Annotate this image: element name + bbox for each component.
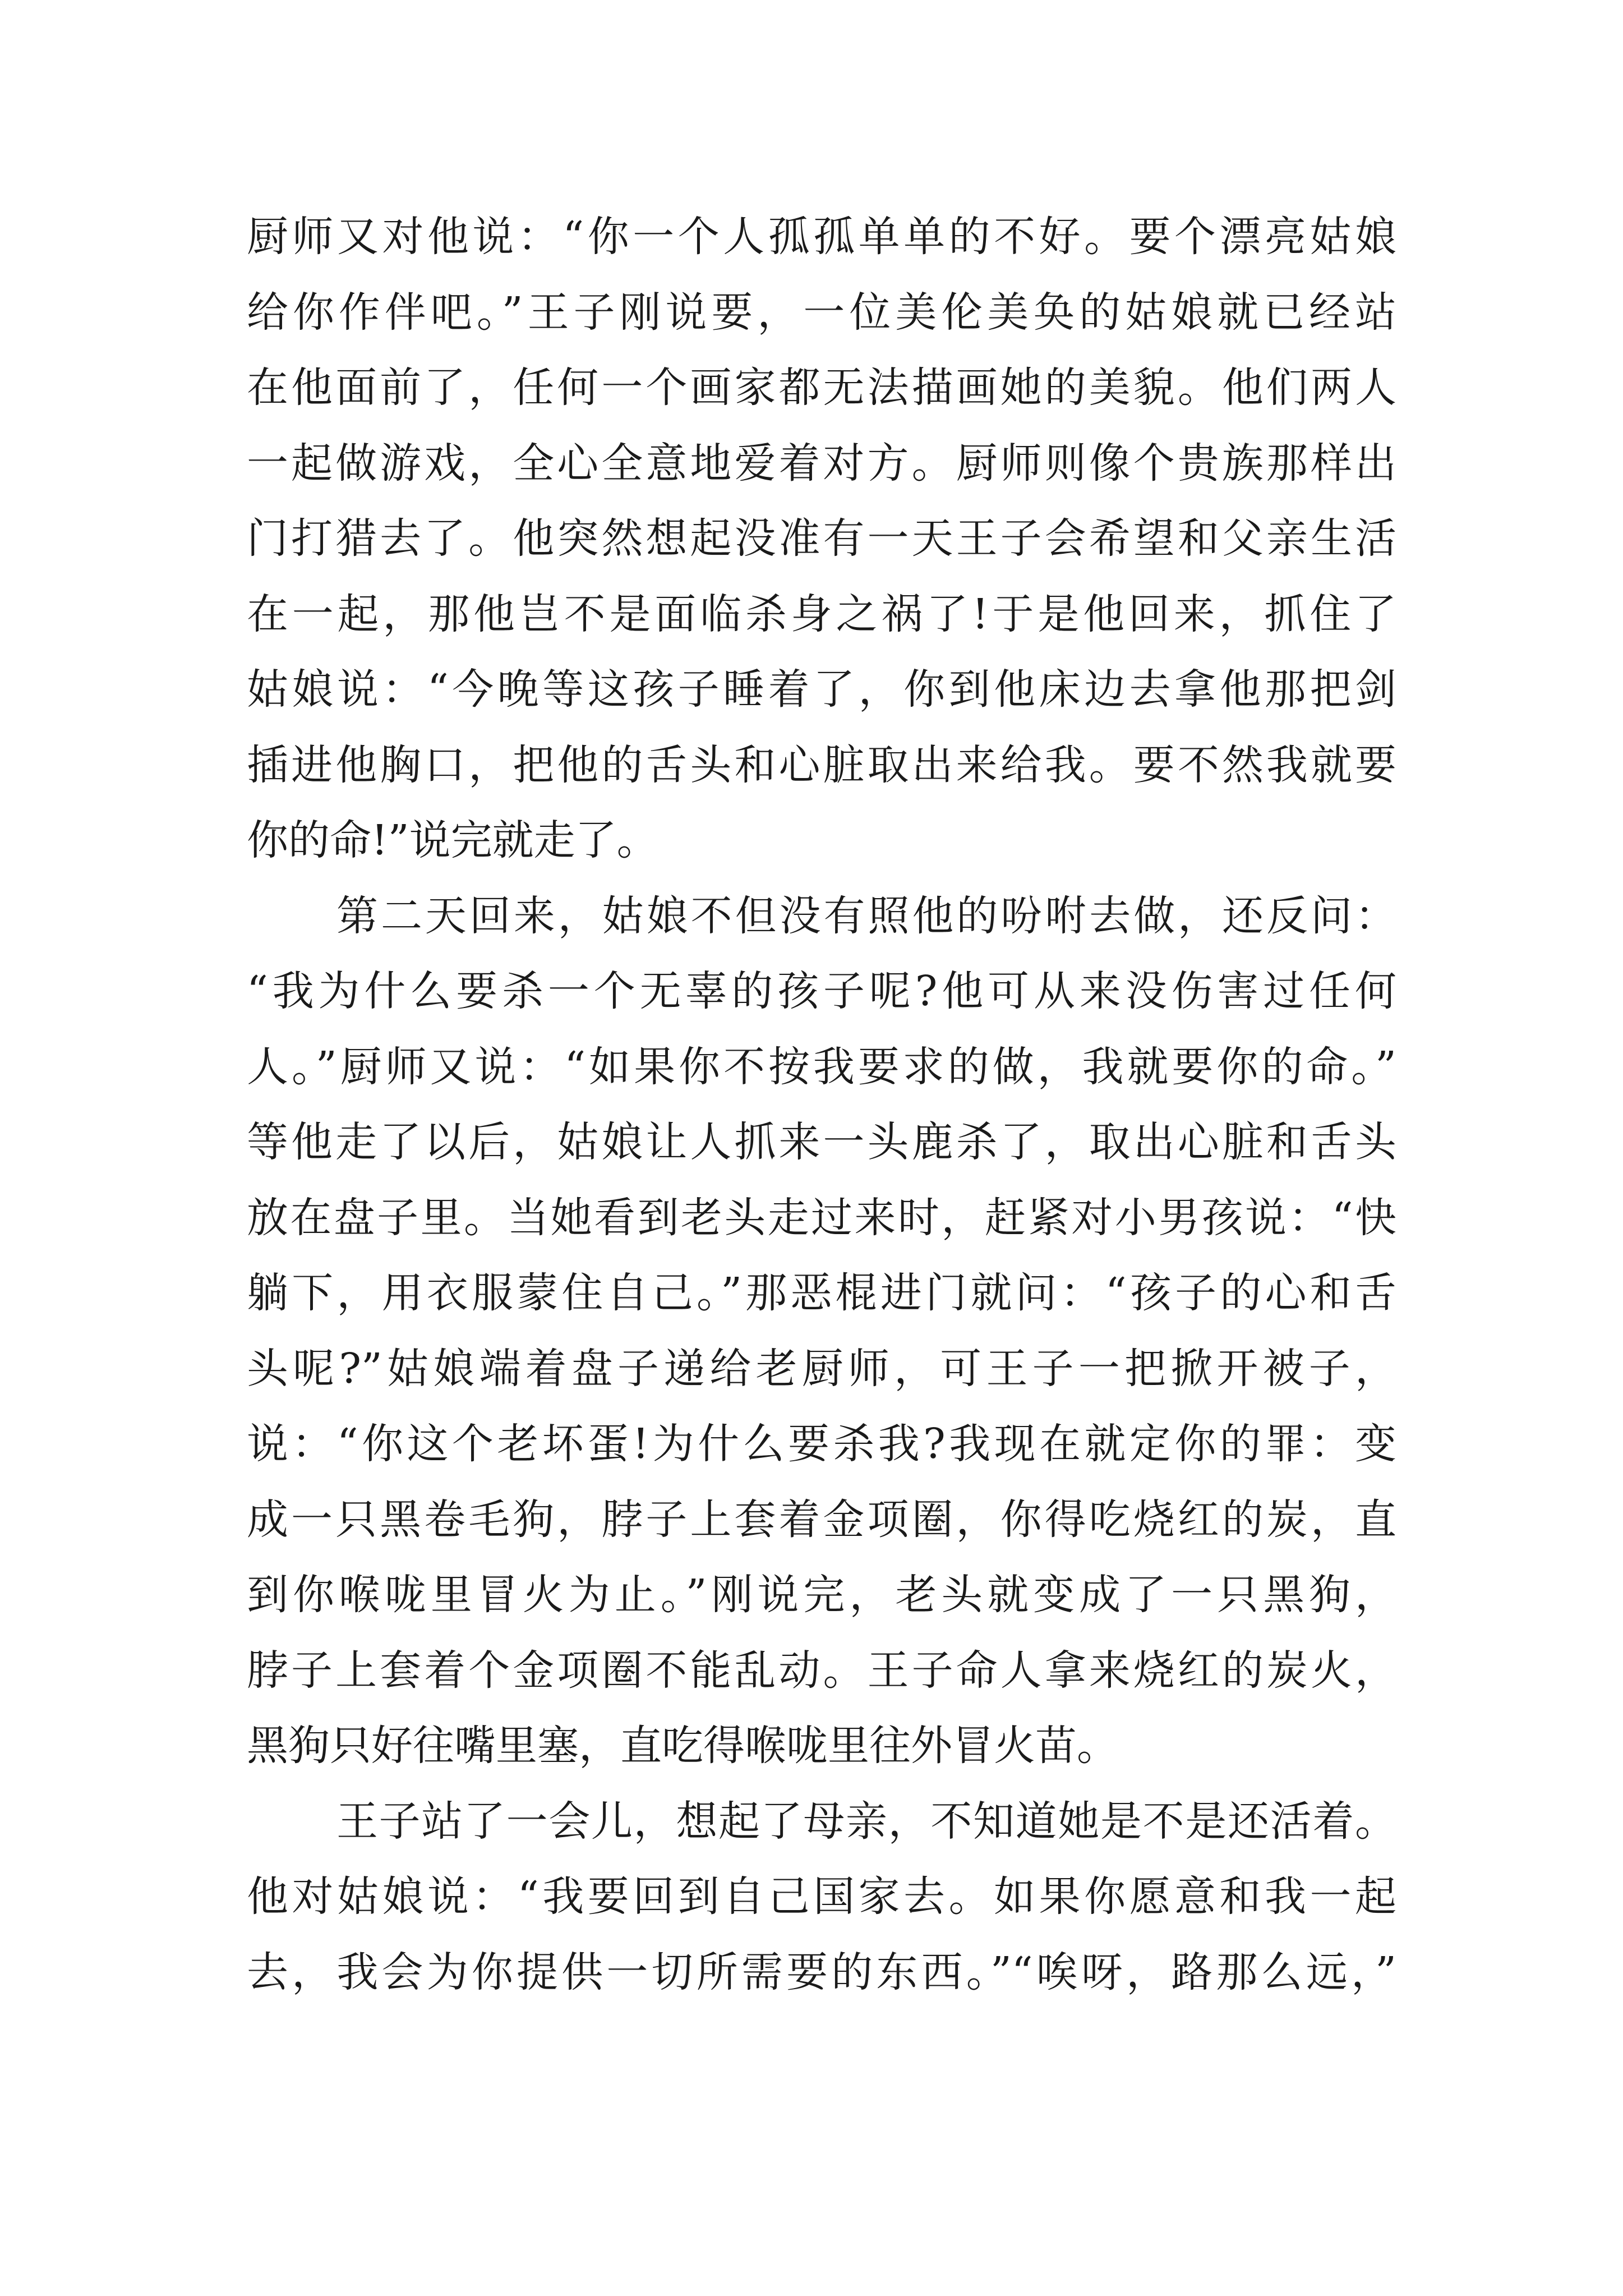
text-line: 去，我会为你提供一切所需要的东西。”“唉呀，路那么远，” bbox=[247, 1948, 1396, 1996]
paragraph-3 bbox=[247, 1784, 1396, 2010]
text-line: 门打猎去了。他突然想起没准有一天王子会希望和父亲生活 bbox=[247, 514, 1396, 563]
text-line: 插进他胸口，把他的舌头和心脏取出来给我。要不然我就要 bbox=[247, 740, 1396, 789]
paragraph-1 bbox=[247, 199, 1396, 878]
text-line: 一起做游戏，全心全意地爱着对方。厨师则像个贵族那样出 bbox=[247, 439, 1396, 487]
text-line: 第二天回来，姑娘不但没有照他的吩咐去做，还反问： bbox=[336, 891, 1396, 940]
text-line: 王子站了一会儿，想起了母亲，不知道她是不是还活着。 bbox=[336, 1797, 1396, 1846]
text-line: 说：“你这个老坏蛋!为什么要杀我?我现在就定你的罪：变 bbox=[247, 1420, 1396, 1468]
text-line: 头呢?”姑娘端着盘子递给老厨师，可王子一把掀开被子， bbox=[247, 1344, 1396, 1393]
text-line: 放在盘子里。当她看到老头走过来时，赶紧对小男孩说：“快 bbox=[247, 1193, 1396, 1242]
text-line: 在一起，那他岂不是面临杀身之祸了!于是他回来，抓住了 bbox=[247, 590, 1396, 638]
text-line: 姑娘说：“今晚等这孩子睡着了，你到他床边去拿他那把剑 bbox=[247, 665, 1396, 714]
text-line: 躺下，用衣服蒙住自己。”那恶棍进门就问：“孩子的心和舌 bbox=[247, 1269, 1396, 1317]
document-body bbox=[247, 199, 1396, 2010]
text-line: 在他面前了，任何一个画家都无法描画她的美貌。他们两人 bbox=[247, 364, 1396, 412]
text-line: 等他走了以后，姑娘让人抓来一头鹿杀了，取出心脏和舌头 bbox=[247, 1118, 1396, 1166]
text-line: 你的命!”说完就走了。 bbox=[247, 816, 658, 864]
text-line: 给你作伴吧。”王子刚说要，一位美伦美奂的姑娘就已经站 bbox=[247, 288, 1396, 337]
text-line: 到你喉咙里冒火为止。”刚说完，老头就变成了一只黑狗， bbox=[247, 1571, 1396, 1619]
text-line: “我为什么要杀一个无辜的孩子呢?他可从来没伤害过任何 bbox=[247, 967, 1396, 1015]
paragraph-2 bbox=[247, 878, 1396, 1784]
text-line: 成一只黑卷毛狗，脖子上套着金项圈，你得吃烧红的炭，直 bbox=[247, 1495, 1396, 1544]
text-line: 人。”厨师又说：“如果你不按我要求的做，我就要你的命。” bbox=[247, 1042, 1396, 1091]
text-line: 脖子上套着个金项圈不能乱动。王子命人拿来烧红的炭火， bbox=[247, 1646, 1396, 1695]
text-line: 他对姑娘说：“我要回到自己国家去。如果你愿意和我一起 bbox=[247, 1872, 1396, 1921]
text-line: 厨师又对他说：“你一个人孤孤单单的不好。要个漂亮姑娘 bbox=[247, 213, 1396, 261]
text-line: 黑狗只好往嘴里塞，直吃得喉咙里往外冒火苗。 bbox=[247, 1722, 1118, 1770]
